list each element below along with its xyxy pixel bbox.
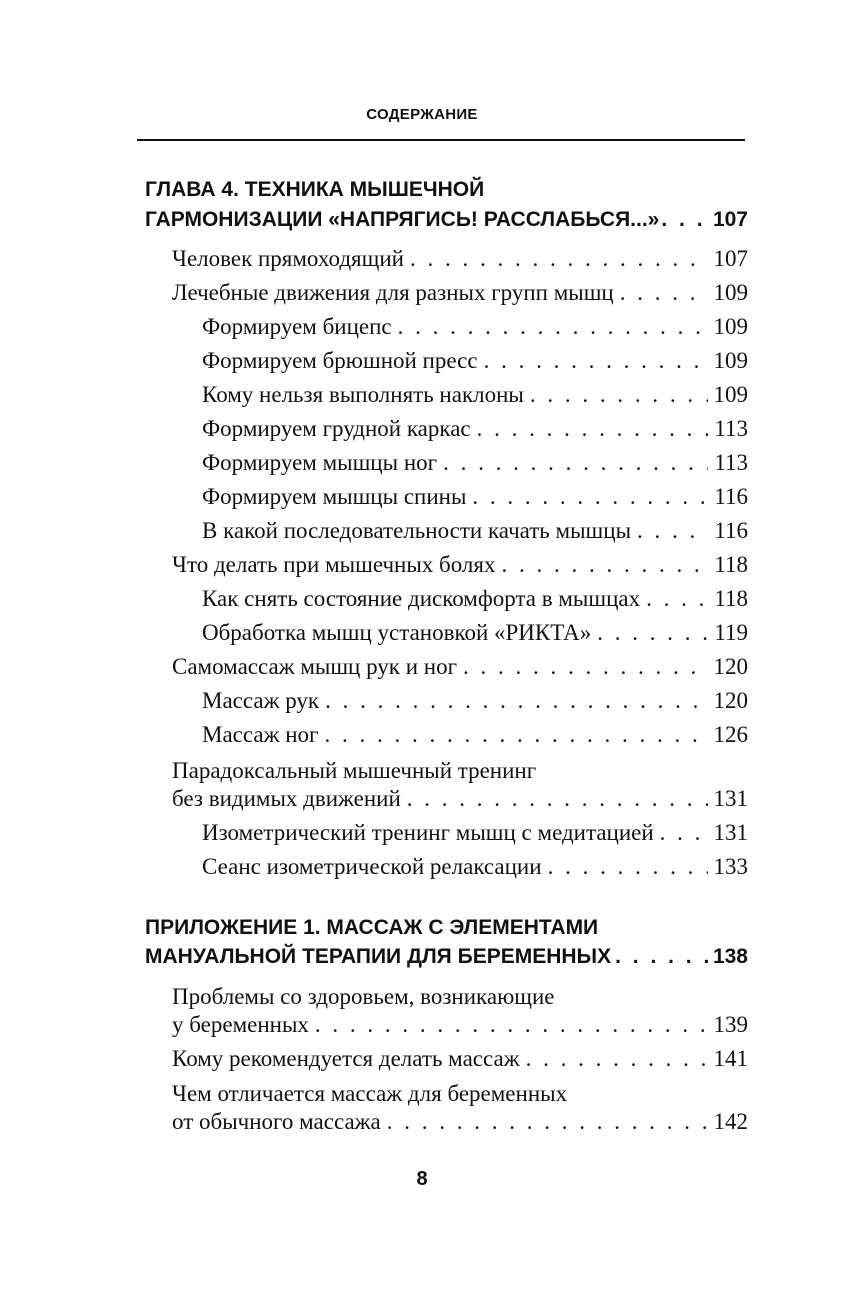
toc-entry	[202, 688, 748, 714]
toc-entry	[202, 450, 748, 476]
leader-dots	[324, 722, 707, 748]
leader-dots	[661, 208, 711, 232]
toc-entry	[202, 416, 748, 442]
appendix-page: 138	[712, 945, 748, 968]
toc-entry	[202, 314, 748, 340]
toc-entry-page: 107	[713, 246, 748, 271]
toc-entry-page: 113	[714, 450, 748, 475]
toc-entry-page: 119	[714, 620, 748, 645]
toc-entry-page: 141	[713, 1046, 748, 1071]
toc-entry-page: 120	[713, 688, 748, 713]
toc-entry	[202, 586, 748, 612]
toc-entry-page: 118	[714, 552, 748, 577]
chapter-heading-line2	[145, 208, 748, 232]
toc-entry	[202, 620, 748, 646]
toc-entry-label-line1: Чем отличается массаж для беременных	[172, 1081, 568, 1106]
leader-dots	[597, 620, 708, 646]
leader-dots	[472, 484, 708, 510]
header-rule	[137, 139, 745, 141]
toc-entry-page: 109	[713, 314, 748, 339]
toc-entry	[172, 786, 748, 812]
leader-dots	[315, 1012, 708, 1038]
leader-dots	[407, 786, 708, 812]
leader-dots	[484, 348, 708, 374]
appendix-heading-line1	[145, 916, 598, 940]
toc-entry-page: 113	[714, 416, 748, 441]
toc-entry-page: 133	[713, 854, 748, 879]
leader-dots	[502, 552, 709, 578]
toc-entry-page: 120	[713, 654, 748, 679]
toc-entry-label-line1: Парадоксальный мышечный тренинг	[172, 758, 537, 783]
toc-entry	[172, 552, 748, 578]
leader-dots	[443, 450, 708, 476]
toc-entry-label: Формируем грудной каркас	[202, 416, 471, 441]
toc-entry-page: 126	[713, 722, 748, 747]
toc-entry-label: Обработка мышц установкой «РИКТА»	[202, 620, 592, 645]
toc-entry-label: Как снять состояние дискомфорта в мышцах	[202, 586, 641, 611]
leader-dots	[325, 688, 707, 714]
toc-entry-label: Лечебные движения для разных групп мышц	[172, 280, 614, 305]
leader-dots	[398, 314, 708, 340]
toc-entry-label-line1: Проблемы со здоровьем, возникающие	[172, 984, 555, 1009]
leader-dots	[477, 416, 709, 442]
appendix-title-line2: МАНУАЛЬНОЙ ТЕРАПИИ ДЛЯ БЕРЕМЕННЫХ	[145, 945, 612, 968]
toc-entry-label: Массаж рук	[202, 688, 320, 713]
toc-entry-label: Кому нельзя выполнять наклоны	[202, 382, 524, 407]
toc-entry	[172, 246, 748, 272]
leader-dots	[526, 1046, 708, 1072]
toc-entry-page: 131	[713, 786, 748, 811]
leader-dots	[530, 382, 708, 408]
toc-entry	[202, 484, 748, 510]
toc-entry	[202, 518, 748, 544]
toc-entry	[172, 280, 748, 306]
toc-entry-line1	[172, 758, 536, 784]
appendix-title-line1: ПРИЛОЖЕНИЕ 1. МАССАЖ С ЭЛЕМЕНТАМИ	[145, 916, 599, 939]
running-header: СОДЕРЖАНИЕ	[366, 106, 478, 123]
appendix-heading-line2	[145, 945, 748, 969]
toc-entry	[172, 654, 748, 680]
toc-entry-label: Формируем мышцы ног	[202, 450, 438, 475]
toc-entry-label: от обычного массажа	[172, 1109, 381, 1134]
toc-entry-page: 118	[714, 586, 748, 611]
chapter-title-line1: ГЛАВА 4. ТЕХНИКА МЫШЕЧНОЙ	[145, 178, 485, 201]
toc-entry-label: В какой последовательности качать мышцы	[202, 518, 632, 543]
toc-entry-page: 116	[714, 518, 748, 543]
toc-entry	[172, 1046, 748, 1072]
toc-entry-label: без видимых движений	[172, 786, 401, 811]
toc-entry	[202, 820, 748, 846]
toc-entry-label: Человек прямоходящий	[172, 246, 404, 271]
toc-entry-page: 109	[713, 348, 748, 373]
toc-entry-line1	[172, 1081, 567, 1107]
leader-dots	[548, 854, 708, 880]
chapter-title-line2: ГАРМОНИЗАЦИИ «НАПРЯГИСЬ! РАССЛАБЬСЯ...»	[145, 208, 660, 231]
leader-dots	[660, 820, 708, 846]
chapter-heading-line1	[145, 178, 484, 202]
toc-entry-page: 109	[713, 382, 748, 407]
leader-dots	[463, 654, 707, 680]
leader-dots	[620, 280, 708, 306]
leader-dots	[387, 1109, 708, 1135]
toc-entry	[172, 1012, 748, 1038]
toc-entry-page: 142	[713, 1109, 748, 1134]
toc-entry-page: 131	[713, 820, 748, 845]
leader-dots	[637, 518, 708, 544]
toc-entry-label: Что делать при мышечных болях	[172, 552, 496, 577]
toc-entry-line1	[172, 984, 554, 1010]
chapter-page: 107	[712, 208, 748, 231]
toc-entry	[202, 854, 748, 880]
toc-entry-page: 109	[713, 280, 748, 305]
toc-entry	[202, 382, 748, 408]
toc-entry-label: Массаж ног	[202, 722, 319, 747]
leader-dots	[615, 945, 709, 969]
toc-entry-label: у беременных	[172, 1012, 309, 1037]
toc-entry	[202, 722, 748, 748]
leader-dots	[410, 246, 708, 272]
leader-dots	[646, 586, 708, 612]
toc-entry-page: 116	[714, 484, 748, 509]
toc-entry-label: Формируем брюшной пресс	[202, 348, 478, 373]
toc-entry-label: Сеанс изометрической релаксации	[202, 854, 542, 879]
toc-entry-label: Самомассаж мышц рук и ног	[172, 654, 458, 679]
page-number: 8	[416, 1168, 428, 1190]
toc-entry-page: 139	[713, 1012, 748, 1037]
toc-entry	[202, 348, 748, 374]
toc-entry-label: Кому рекомендуется делать массаж	[172, 1046, 520, 1071]
toc-entry-label: Формируем бицепс	[202, 314, 392, 339]
toc-entry-label: Формируем мышцы спины	[202, 484, 467, 509]
toc-entry	[172, 1109, 748, 1135]
toc-entry-label: Изометрический тренинг мышц с медитацией	[202, 820, 654, 845]
